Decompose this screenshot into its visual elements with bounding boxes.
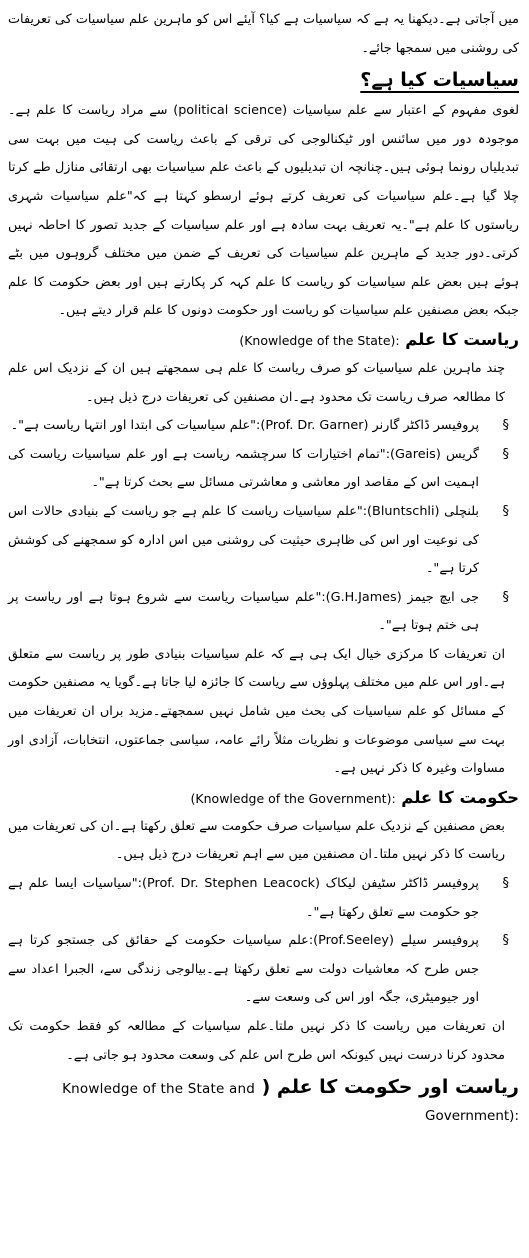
government-intro-paragraph: بعض مصنفین کے نزدیک علم سیاسیات صرف حکومت سے تعلق رکھتا ہے۔ان کی تعریفات میں ریاست کا ذکر نہیں ملتا۔ان مصنفین میں سے اہم تعریفات درج ذیل ہیں۔ — [8, 818, 505, 863]
heading-english: (Knowledge of the Government): — [190, 790, 396, 806]
section-heading-what-is-politics: سیاسیات کیا ہے؟ — [360, 69, 519, 92]
list-item-text: بلنچلی (Bluntschli):"علم سیاسیات ریاست کا علم ہے جو ریاست کے بنیادی حالات اس کی نوعیت اور اس کی ظاہری حیثیت کی روشنی میں اس ادارہ کو سمجھنے کی کوشش کرتا ہے"۔ — [8, 503, 479, 577]
bullet-icon: § — [502, 933, 509, 949]
bullet-icon: § — [502, 589, 509, 605]
list-item-text: پروفیسر ڈاکٹر سٹیفن لیکاک (Prof. Dr. Stephen Leacock):"سیاسیات ایسا علم ہے جو حکومت سے تعلق رکھتا ہے"۔ — [8, 876, 479, 920]
definition-paragraph: لغوی مفہوم کے اعتبار سے علم سیاسیات (political science) سے مراد ریاست کا علم ہے۔موجودہ دور میں سائنس اور ٹیکنالوجی کی ترقی کے باعث ریاست کی ہیت میں بہت سی تبدیلیاں رونما ہوئی ہیں۔چنانچہ ان تبدیلیوں کے باعث علم سیاسیات بھی ارتقائی منازل طے کرتا چلا گیا ہے۔علم سیاسیات کی تعریف کرتے ہوئے ارسطو کہتا ہے کہ"علم سیاسیات شہری ریاستوں کا علم ہے"۔یہ تعریف بہت سادہ ہے اور علم سیاسیات کے جدید تصور کا احاطہ نہیں کرتی۔دور جدید کے ماہرین علم سیاسیات کی تعریف کے ضمن میں مختلف گروہوں میں بٹے ہوئے ہیں بعض علم سیاسیات کو ریاست کا علم کہہ کر پکارتے ہیں اور بعض حکومت کا علم جبکہ بعض مصنفین علم سیاسیات کو ریاست اور حکومت دونوں کا علم قرار دیتے ہیں۔ — [8, 103, 519, 319]
bullet-icon: § — [502, 876, 509, 892]
heading-english-line1: Knowledge of the State and — [62, 1081, 255, 1098]
list-item-text: جی ایچ جیمز (G.H.James):"علم سیاسیات ریاست سے شروع ہوتا ہے اور ریاست پر ہی ختم ہوتا ہے"۔ — [8, 589, 480, 634]
heading-english-line2: Government): — [424, 1108, 519, 1125]
bullet-icon: § — [502, 503, 509, 519]
state-intro-paragraph: چند ماہرین علم سیاسیات کو صرف ریاست کا علم ہی سمجھتے ہیں ان کے نزدیک اس علم کا مطالعہ صرف ریاست تک محدود ہے۔ان مصنفین کی تعریفات درج ذیل ہیں۔ — [8, 360, 505, 405]
heading-english: (Knowledge of the State): — [239, 332, 400, 348]
bullet-icon: § — [502, 418, 509, 434]
list-item-text: گریس (Gareis):"تمام اختیارات کا سرچشمہ ریاست ہے اور علم سیاسیات ریاست کی اہمیت اس کے مقاصد اور معاشی و معاشرتی مسائل سے بحث کرتا ہے"۔ — [8, 446, 479, 491]
heading-english-line2-row — [8, 1104, 519, 1128]
list-item — [8, 584, 519, 641]
list-item — [8, 412, 519, 441]
section-heading-knowledge-of-government — [8, 784, 519, 813]
heading-urdu: ریاست اور حکومت کا علم — [276, 1076, 519, 1099]
intro-paragraph: میں آجاتی ہے۔دیکھنا یہ ہے کہ سیاسیات ہے کیا؟ آیئے اس کو ماہرین علم سیاسیات کی تعریفات کی روشنی میں سمجھا جائے۔ — [8, 12, 519, 56]
heading-urdu: ریاست کا علم — [405, 329, 519, 349]
heading-urdu: حکومت کا علم — [401, 787, 519, 807]
list-item-text: پروفیسر ڈاکٹر گارنر (Prof. Dr. Garner):"علم سیاسیات کی ابتدا اور انتہا ریاست ہے"۔ — [10, 418, 479, 434]
government-summary-paragraph: ان تعریفات میں ریاست کا ذکر نہیں ملتا۔علم سیاسیات کے مطالعہ کو فقط حکومت تک محدود کرنا درست نہیں کیونکہ اس طرح اس علم کی وسعت محدود ہو جاتی ہے۔ — [8, 1019, 505, 1063]
section-heading-knowledge-of-state-and-government — [8, 1072, 519, 1104]
heading-paren: ( — [261, 1076, 271, 1099]
state-summary-paragraph: ان تعریفات کا مرکزی خیال ایک ہی ہے کہ علم سیاسیات بنیادی طور پر ریاست سے متعلق ہے۔اور اس علم میں مختلف پہلوؤں سے ریاست کا جائزہ لیا جاتا ہے۔گویا یہ مصنفین حکومت کے مسائل کو علم سیاسیات کی بحث میں شامل نہیں سمجھتے۔مزید براں ان تعریفات میں بہت سے سیاسی موضوعات و نظریات مثلاً رائے عامہ، سیاسی جماعتوں، انتخابات، آزادی اور مساوات وغیرہ کا ذکر نہیں ہے۔ — [8, 646, 505, 777]
list-item — [8, 870, 519, 927]
list-item — [8, 927, 519, 1013]
bullet-icon: § — [502, 446, 509, 462]
list-item-text: پروفیسر سیلے (Prof.Seeley):علم سیاسیات حکومت کے حقائق کی جستجو کرتا ہے جس طرح کہ معاشیات دولت سے تعلق رکھتا ہے۔بیالوجی زندگی سے، الجبرا اعداد سے اور جیومیٹری، جگہ اور اس کی وسعت سے۔ — [8, 933, 479, 1006]
list-item — [8, 441, 519, 498]
list-item — [8, 498, 519, 584]
section-heading-knowledge-of-state — [8, 326, 519, 355]
